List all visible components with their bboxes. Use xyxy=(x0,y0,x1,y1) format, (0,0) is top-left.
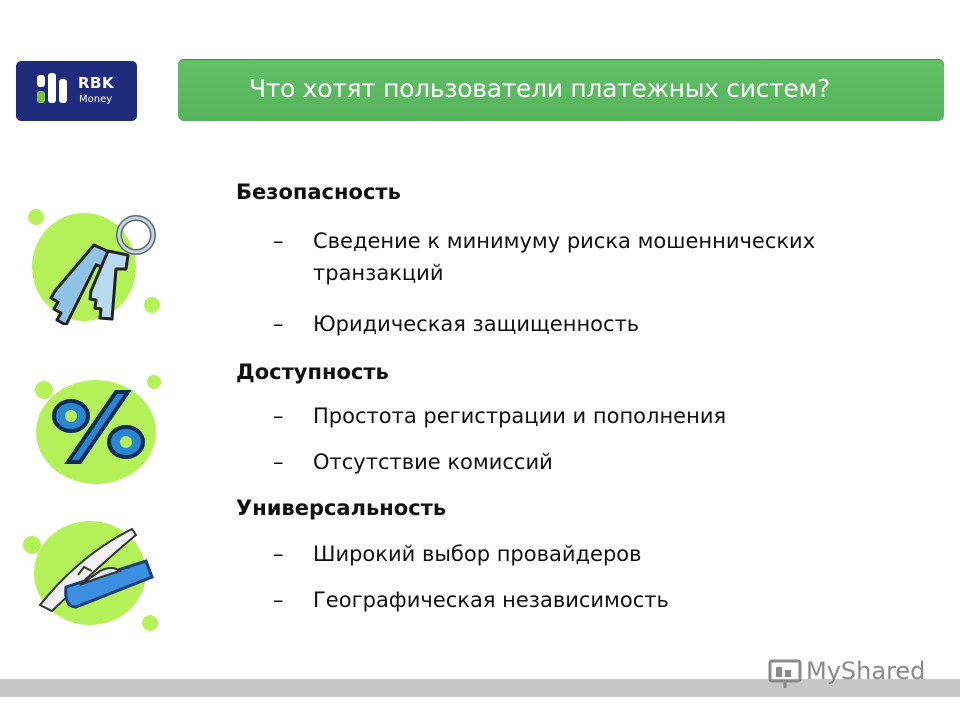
list-item xyxy=(273,538,953,570)
heading-security: Безопасность xyxy=(236,180,401,204)
slide-title: Что хотят пользователи платежных систем? xyxy=(249,74,831,103)
bullet-dash: – xyxy=(273,542,284,566)
bullet-dash: – xyxy=(273,450,284,474)
logo-mark-icon xyxy=(36,71,72,109)
list-item-text: Географическая независимость xyxy=(313,588,669,612)
pocket-knife-icon xyxy=(20,515,170,635)
list-item xyxy=(273,308,953,340)
bullet-dash: – xyxy=(273,312,284,336)
list-item-text: Широкий выбор провайдеров xyxy=(313,542,642,566)
list-item xyxy=(273,400,953,432)
list-item xyxy=(273,225,913,289)
bullet-dash: – xyxy=(273,588,284,612)
logo-subtitle: Money xyxy=(79,94,113,105)
heading-availability: Доступность xyxy=(236,360,389,384)
list-item xyxy=(273,584,953,616)
watermark-text: MyShared xyxy=(806,657,926,685)
heading-universality: Универсальность xyxy=(236,496,447,520)
bullet-dash: – xyxy=(273,404,284,428)
bullet-dash: – xyxy=(273,229,284,253)
logo-name: RBK xyxy=(78,74,115,92)
myshared-watermark xyxy=(766,657,926,691)
keys-icon xyxy=(24,205,174,325)
list-item-text: Юридическая защищенность xyxy=(313,312,640,336)
title-bar xyxy=(178,59,944,121)
list-item-text: Отсутствие комиссий xyxy=(313,450,553,474)
rbk-money-logo xyxy=(16,61,137,121)
list-item xyxy=(273,446,953,478)
presentation-icon xyxy=(768,659,802,689)
list-item-text: Сведение к минимуму риска мошеннических транзакций xyxy=(313,229,816,285)
percent-icon xyxy=(24,370,174,490)
list-item-text: Простота регистрации и пополнения xyxy=(313,404,727,428)
